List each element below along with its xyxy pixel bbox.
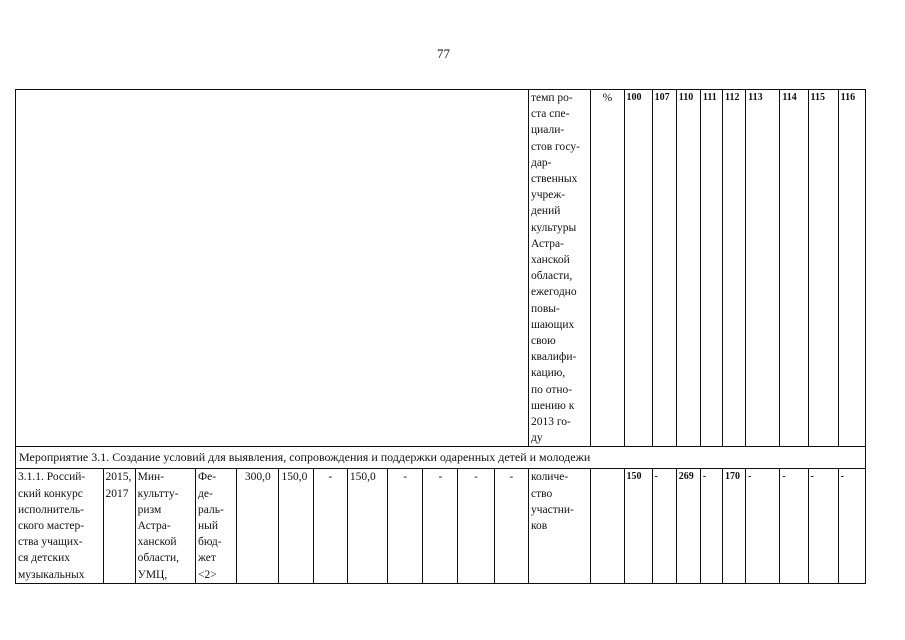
value-cell: 100 bbox=[624, 90, 652, 447]
indicator-cell bbox=[528, 469, 590, 583]
years-cell bbox=[103, 469, 135, 583]
value-cell: - bbox=[700, 469, 722, 583]
indicator-text: количе- ство участни- ков bbox=[530, 471, 574, 533]
value-cell: 113 bbox=[746, 90, 780, 447]
indicator-text: темп ро- ста спе- циали- стов госу- дар- ственных учреж- дений культуры Астра- ханской области, ежегодно повы- шающих свою квалифи- кацию, по отно- шению к 2013 го- ду bbox=[530, 92, 581, 445]
section-header-row bbox=[16, 447, 866, 469]
years: 2015, 2017 bbox=[105, 471, 132, 500]
value-cell: - bbox=[838, 469, 865, 583]
value-cell: 112 bbox=[723, 90, 746, 447]
indicator-cell bbox=[528, 90, 590, 447]
table-row bbox=[16, 90, 866, 447]
executor: Мин- культтy- ризм Астра- ханской области, УМЦ, bbox=[137, 471, 179, 581]
finance-cell: - bbox=[458, 469, 494, 583]
funding-source: Фе- де- раль- ный бюд- жет <2> bbox=[198, 471, 224, 581]
value-cell: 116 bbox=[838, 90, 865, 447]
value-cell: 111 bbox=[700, 90, 722, 447]
executor-cell bbox=[135, 469, 195, 583]
value-cell: 150 bbox=[624, 469, 652, 583]
unit-cell bbox=[591, 90, 624, 447]
activity-name: 3.1.1. Россий- ский конкурс исполнитель- ского мастер- ства учащих- ся детских музыкальных bbox=[18, 471, 86, 581]
section-header: Мероприятие 3.1. Создание условий для выявления, сопровождения и поддержки одаренных детей и молодежи bbox=[16, 447, 866, 469]
finance-cell: 150,0 bbox=[347, 469, 387, 583]
finance-cell: - bbox=[388, 469, 423, 583]
finance-cell: 150,0 bbox=[279, 469, 313, 583]
value-cell: 115 bbox=[808, 90, 838, 447]
empty-cell bbox=[16, 90, 529, 447]
finance-cell: 300,0 bbox=[237, 469, 279, 583]
value-cell: - bbox=[746, 469, 780, 583]
value-cell: - bbox=[780, 469, 808, 583]
value-cell: 170 bbox=[723, 469, 746, 583]
program-table bbox=[15, 89, 866, 584]
unit-text: % bbox=[602, 92, 613, 104]
value-cell: 110 bbox=[676, 90, 700, 447]
value-cell: 107 bbox=[652, 90, 676, 447]
value-cell: - bbox=[808, 469, 838, 583]
value-cell: 114 bbox=[780, 90, 808, 447]
finance-cell: - bbox=[313, 469, 347, 583]
value-cell: 269 bbox=[676, 469, 700, 583]
source-cell bbox=[196, 469, 237, 583]
value-cell: - bbox=[652, 469, 676, 583]
finance-cell: - bbox=[423, 469, 458, 583]
page-number: 77 bbox=[437, 46, 450, 61]
finance-cell: - bbox=[494, 469, 528, 583]
unit-cell bbox=[591, 469, 624, 583]
table-row bbox=[16, 469, 866, 583]
activity-name-cell bbox=[16, 469, 104, 583]
